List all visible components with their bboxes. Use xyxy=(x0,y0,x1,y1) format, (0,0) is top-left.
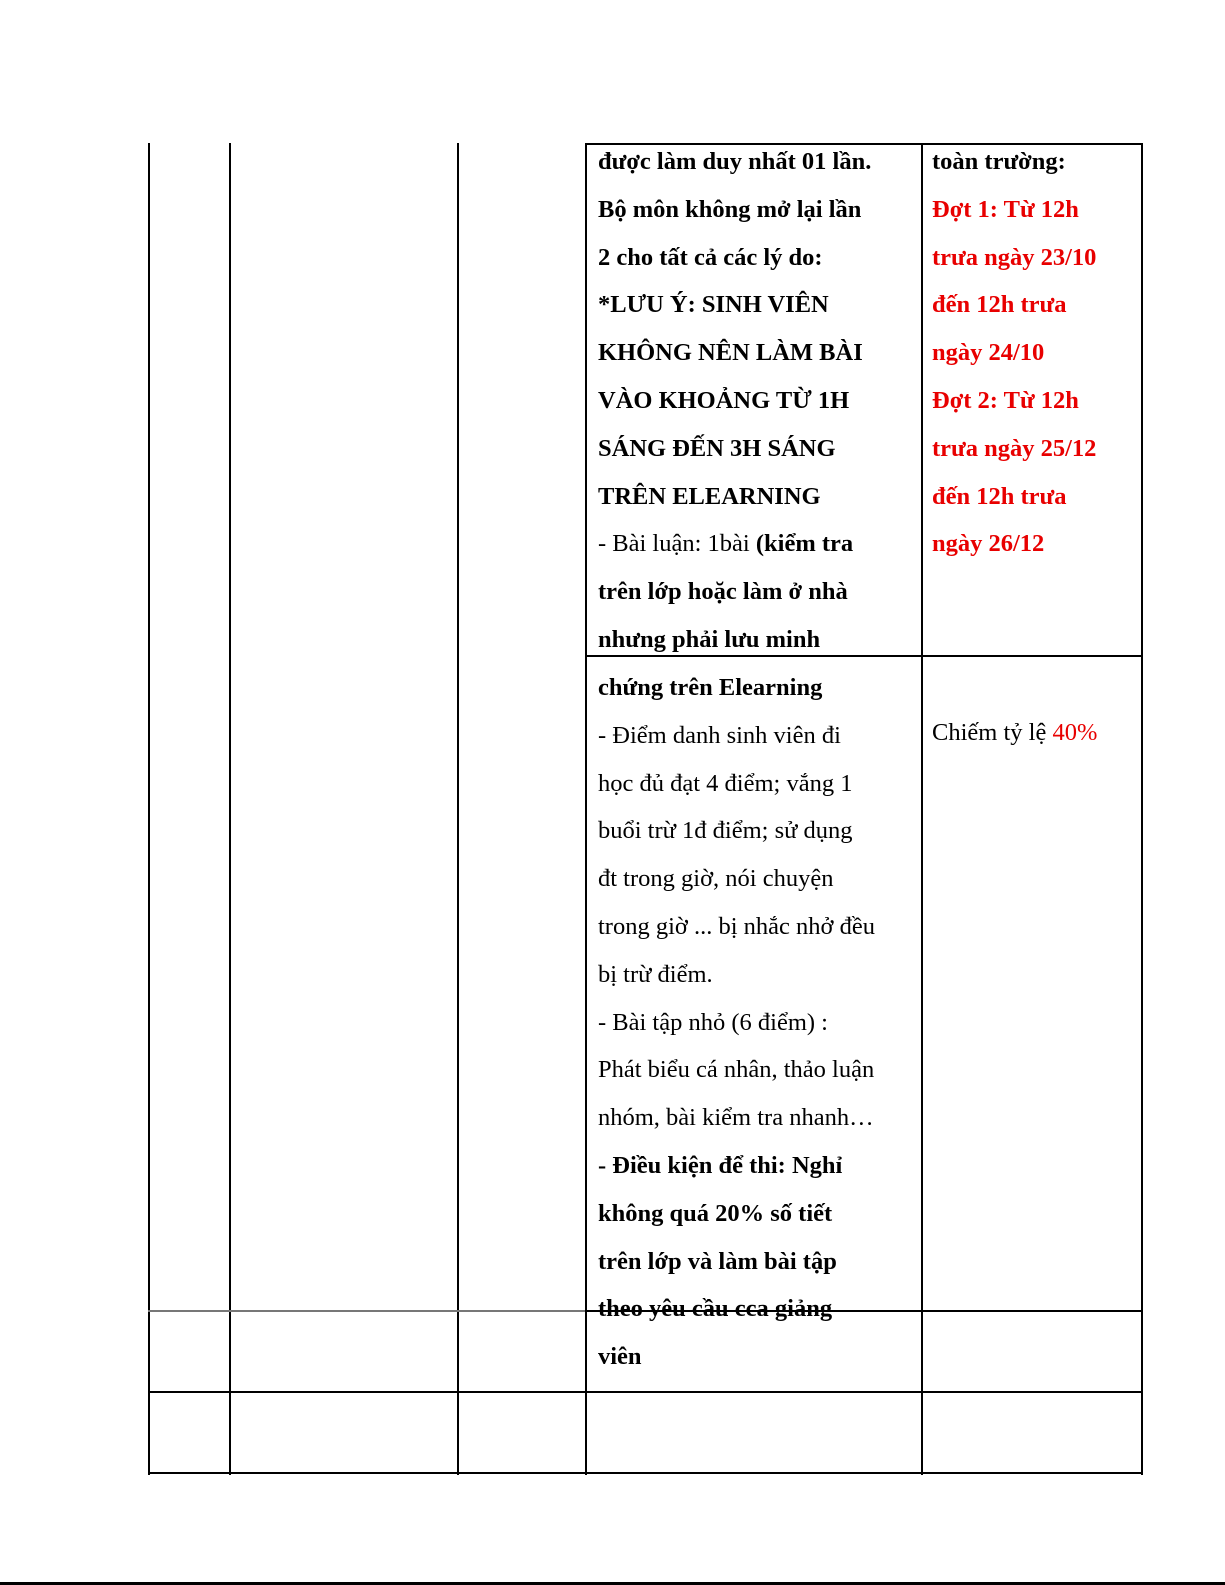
schedule-line: trưa ngày 25/12 xyxy=(932,434,1097,462)
essay-bold: (kiểm tra xyxy=(755,530,854,558)
weight-line xyxy=(932,709,1129,757)
evidence-line: chứng trên Elearning xyxy=(598,674,823,701)
attendance-line: - Điểm danh sinh viên đi xyxy=(598,721,841,749)
text-line: 2 cho tất cả các lý do: xyxy=(598,243,823,271)
table-border-bottom xyxy=(148,1472,1143,1474)
exercise-line: Phát biểu cá nhân, thảo luận xyxy=(598,1056,875,1084)
essay-line xyxy=(598,520,911,568)
warning-line: *LƯU Ý: SINH VIÊN xyxy=(598,291,829,319)
table-border-right xyxy=(1141,143,1143,1475)
table-column-divider-2 xyxy=(457,143,459,1475)
condition-line: theo yêu cầu cca giảng xyxy=(598,1295,833,1323)
weight-prefix: Chiếm tỷ lệ xyxy=(932,719,1053,746)
row-divider-thin-left xyxy=(148,1310,586,1312)
process-score-weight-cell xyxy=(932,709,1129,757)
attendance-line: bị trừ điểm. xyxy=(598,960,713,988)
process-score-description-cell xyxy=(598,664,911,1381)
schedule-line: ngày 26/12 xyxy=(932,530,1045,558)
schedule-line: đến 12h trưa xyxy=(932,482,1067,510)
condition-line: không quá 20% số tiết xyxy=(598,1199,833,1227)
weight-percent: 40% xyxy=(1052,719,1098,746)
table-column-divider-3 xyxy=(585,143,587,1475)
text-line: Bộ môn không mở lại lần xyxy=(598,195,862,223)
schedule-line: Đợt 2: Từ 12h xyxy=(932,386,1079,414)
schedule-heading: toàn trường: xyxy=(932,148,1066,175)
table-border-left xyxy=(148,143,150,1475)
condition-line: viên xyxy=(598,1343,642,1371)
essay-prefix: - Bài luận: 1bài xyxy=(598,530,756,558)
condition-line: trên lớp và làm bài tập xyxy=(598,1247,837,1275)
attendance-line: trong giờ ... bị nhắc nhở đều xyxy=(598,912,875,940)
exam-schedule-cell xyxy=(932,138,1129,568)
attendance-line: buổi trừ 1đ điểm; sử dụng xyxy=(598,817,853,845)
row-divider-last-row xyxy=(148,1391,1143,1393)
essay-line: trên lớp hoặc làm ở nhà xyxy=(598,578,848,606)
warning-line: TRÊN ELEARNING xyxy=(598,482,821,510)
exercise-line: - Bài tập nhỏ (6 điểm) : xyxy=(598,1008,828,1036)
warning-line: KHÔNG NÊN LÀM BÀI xyxy=(598,339,863,367)
exercise-line: nhóm, bài kiểm tra nhanh… xyxy=(598,1104,874,1132)
table-column-divider-4 xyxy=(921,143,923,1475)
schedule-line: Đợt 1: Từ 12h xyxy=(932,195,1079,223)
attendance-line: đt trong giờ, nói chuyện xyxy=(598,865,834,893)
text-line: được làm duy nhất 01 lần. xyxy=(598,148,872,175)
schedule-line: đến 12h trưa xyxy=(932,291,1067,319)
essay-line: nhưng phải lưu minh xyxy=(598,625,821,653)
attendance-line: học đủ đạt 4 điểm; vắng 1 xyxy=(598,769,853,797)
condition-line: - Điều kiện để thi: Nghỉ xyxy=(598,1151,843,1179)
table-column-divider-1 xyxy=(229,143,231,1475)
warning-line: VÀO KHOẢNG TỪ 1H xyxy=(598,386,850,414)
schedule-line: trưa ngày 23/10 xyxy=(932,243,1097,271)
warning-line: SÁNG ĐẾN 3H SÁNG xyxy=(598,434,836,462)
online-exam-description-cell xyxy=(598,138,911,664)
schedule-line: ngày 24/10 xyxy=(932,339,1045,367)
